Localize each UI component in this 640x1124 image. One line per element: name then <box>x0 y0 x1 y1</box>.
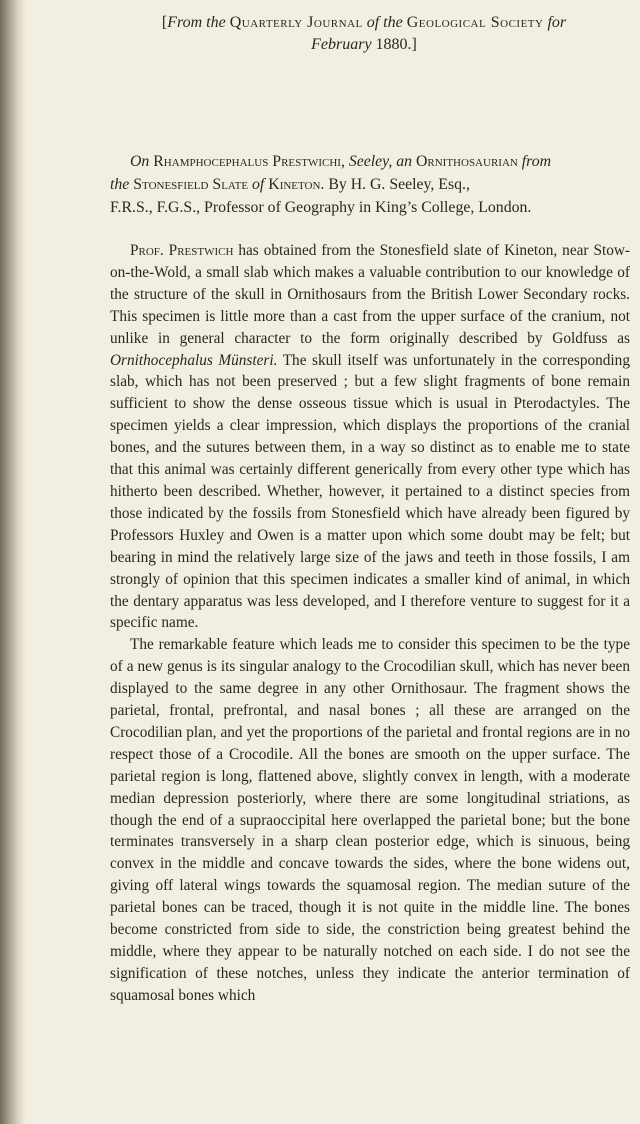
source-for: for <box>547 14 567 31</box>
title-slate: Stonesfield Slate <box>133 176 249 193</box>
paragraph-1-text-a: has obtained from the Stonesfield slate of Kineton, near Stow-on-the-Wold, a small slab which makes a valuable contribution to our knowledge of the structure of the skull in Ornithosaurs from the British Lower Secondary rocks. This specimen is little more than a cast from the upper surface of the cranium, not unlike in general character to the form originally described by Goldfuss as <box>110 242 631 347</box>
title-an: an <box>396 153 413 170</box>
source-society: Geological Society <box>406 14 544 31</box>
source-the: the <box>206 14 226 31</box>
source-of-the: of the <box>366 14 403 31</box>
page-binding-edge <box>0 0 26 1124</box>
title-credentials: F.R.S., F.G.S., Professor of Geography in King’s College, London. <box>110 199 532 216</box>
source-journal: Quarterly Journal <box>229 14 363 31</box>
title-group: Ornithosaurian <box>415 153 518 170</box>
paragraph-1 <box>110 240 630 634</box>
source-from: From <box>167 14 203 31</box>
source-note <box>124 12 604 56</box>
title-species: Prestwichi, <box>272 153 345 170</box>
paragraph-1-text-b: The skull itself was unfortunately in the corresponding slab, which has not been preserved ; but a few slight fragments of bone remain sufficient to show the dense osseous tissue which is usual in Pterodactyles. The specimen yields a clear impression, which displays the proportions of the cranial bones, and the sutures between them, in a way so distinct as to enable me to state that this animal was certainly different generically from every other type which has hitherto been described. Whether, however, it pertained to a distinct species from those indicated by the fossils from Stonesfield which have already been figured by Professors Huxley and Owen is a matter upon which some doubt may be felt; but bearing in mind the relatively large size of the jaws and teeth in those fossils, I am strongly of opinion that this specimen indicates a smaller kind of animal, in which the dentary apparatus was less developed, and I therefore venture to suggest for it a specific name. <box>110 351 630 632</box>
paragraph-1-species: Ornithocephalus Münsteri. <box>110 351 278 369</box>
paragraph-1-lead: Prof. Prestwich <box>130 242 234 259</box>
paragraph-2: The remarkable feature which leads me to consider this specimen to be the type of a new genus is its singular analogy to the Crocodilian skull, which has never been displayed to the same degree in any other Ornithosaur. The fragment shows the parietal, frontal, prefrontal, and nasal bones ; all these are arranged on the Crocodilian plan, and yet the proportions of the parietal and frontal regions are in no respect those of a Crocodile. All the bones are smooth on the upper surface. The parietal region is long, flattened above, slightly convex in length, with a moderate median depression posteriorly, where there are some longitudinal striations, as though the end of a supraoccipital here overlapped the parietal bone; but the bone terminates transversely in a sharp clean posterior edge, which is sinuous, being convex in the middle and concave towards the sides, where the bone widens out, giving off lateral wings towards the squamosal region. The median suture of the parietal bones can be traced, though it is not quite in the middle line. The bones become constricted from side to side, the constriction being greatest behind the middle, where they appear to be naturally notched on each side. I do not see the signification of these notches, unless they indicate the anterior termination of squamosal bones which <box>110 636 630 1004</box>
article-title <box>110 150 630 219</box>
article-body <box>110 240 630 1007</box>
title-the: the <box>110 176 130 193</box>
title-byline: By H. G. Seeley, Esq., <box>328 176 470 193</box>
source-bracket: [ <box>161 14 168 31</box>
title-of: of <box>252 176 265 193</box>
title-from: from <box>521 153 552 170</box>
title-author-name: Seeley, <box>348 153 393 170</box>
source-date: February <box>311 36 372 53</box>
title-genus: Rhamphocephalus <box>153 153 269 170</box>
title-place: Kineton. <box>268 176 325 193</box>
title-on: On <box>130 153 150 170</box>
source-year: 1880.] <box>375 36 417 53</box>
